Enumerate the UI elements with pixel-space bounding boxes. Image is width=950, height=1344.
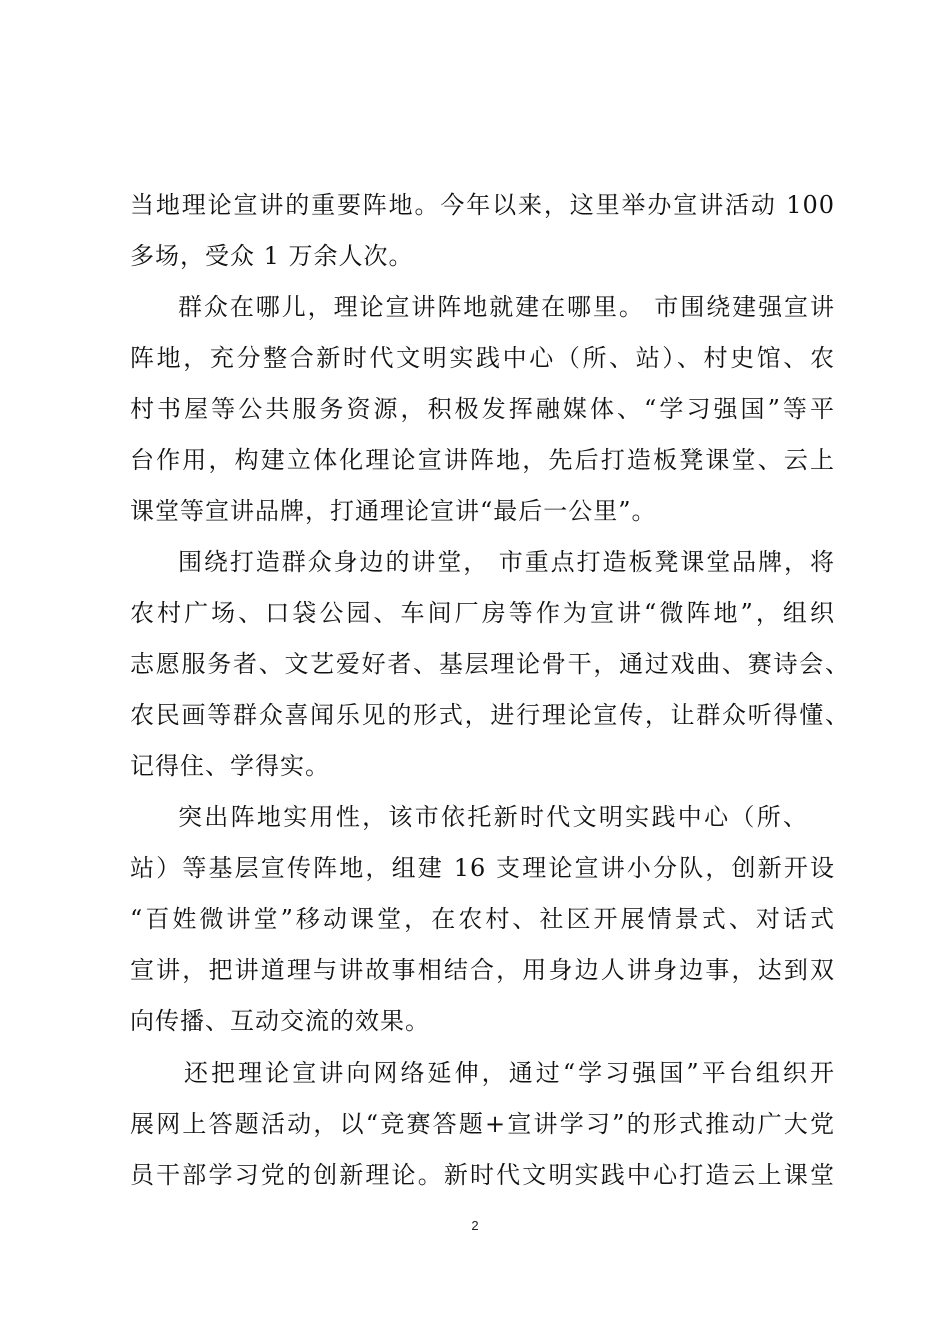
paragraph-5-line-3: 员干部学习党的创新理论。新时代文明实践中心打造云上课堂 [130, 1161, 835, 1189]
paragraph-3-line-2: 农村广场、口袋公园、车间厂房等作为宣讲“微阵地”，组织 [130, 599, 835, 627]
paragraph-5-line-1: 还把理论宣讲向网络延伸，通过“学习强国”平台组织开 [184, 1059, 835, 1087]
paragraph-3-line-4: 农民画等群众喜闻乐见的形式，进行理论宣传，让群众听得懂、 [130, 701, 850, 729]
paragraph-2-line-5: 课堂等宣讲品牌，打通理论宣讲“最后一公里”。 [130, 497, 657, 525]
paragraph-4-line-5: 向传播、互动交流的效果。 [130, 1007, 430, 1035]
paragraph-3-line-3: 志愿服务者、文艺爱好者、基层理论骨干，通过戏曲、赛诗会、 [130, 650, 850, 678]
paragraph-2-line-4: 台作用，构建立体化理论宣讲阵地，先后打造板凳课堂、云上 [130, 446, 835, 474]
paragraph-4-line-1: 突出阵地实用性，该市依托新时代文明实践中心（所、 [178, 803, 808, 831]
paragraph-2-line-1: 群众在哪儿，理论宣讲阵地就建在哪里。 市围绕建强宣讲 [178, 293, 835, 321]
paragraph-3-line-5: 记得住、学得实。 [130, 752, 330, 780]
paragraph-4-line-3: “百姓微讲堂”移动课堂，在农村、社区开展情景式、对话式 [130, 905, 835, 933]
paragraph-4-line-4: 宣讲，把讲道理与讲故事相结合，用身边人讲身边事，达到双 [130, 956, 835, 984]
paragraph-1-line-1: 当地理论宣讲的重要阵地。今年以来，这里举办宣讲活动 100 [130, 191, 835, 219]
page-number: 2 [471, 1218, 479, 1233]
paragraph-2-line-3: 村书屋等公共服务资源，积极发挥融媒体、“学习强国”等平 [130, 395, 835, 423]
paragraph-4-line-2: 站）等基层宣传阵地，组建 16 支理论宣讲小分队，创新开设 [130, 854, 835, 882]
paragraph-1-line-2: 多场，受众 1 万余人次。 [130, 242, 414, 270]
paragraph-5-line-2: 展网上答题活动，以“竞赛答题+宣讲学习”的形式推动广大党 [130, 1110, 835, 1138]
paragraph-3-line-1: 围绕打造群众身边的讲堂， 市重点打造板凳课堂品牌，将 [178, 548, 835, 576]
paragraph-2-line-2: 阵地，充分整合新时代文明实践中心（所、站）、村史馆、农 [130, 344, 835, 372]
